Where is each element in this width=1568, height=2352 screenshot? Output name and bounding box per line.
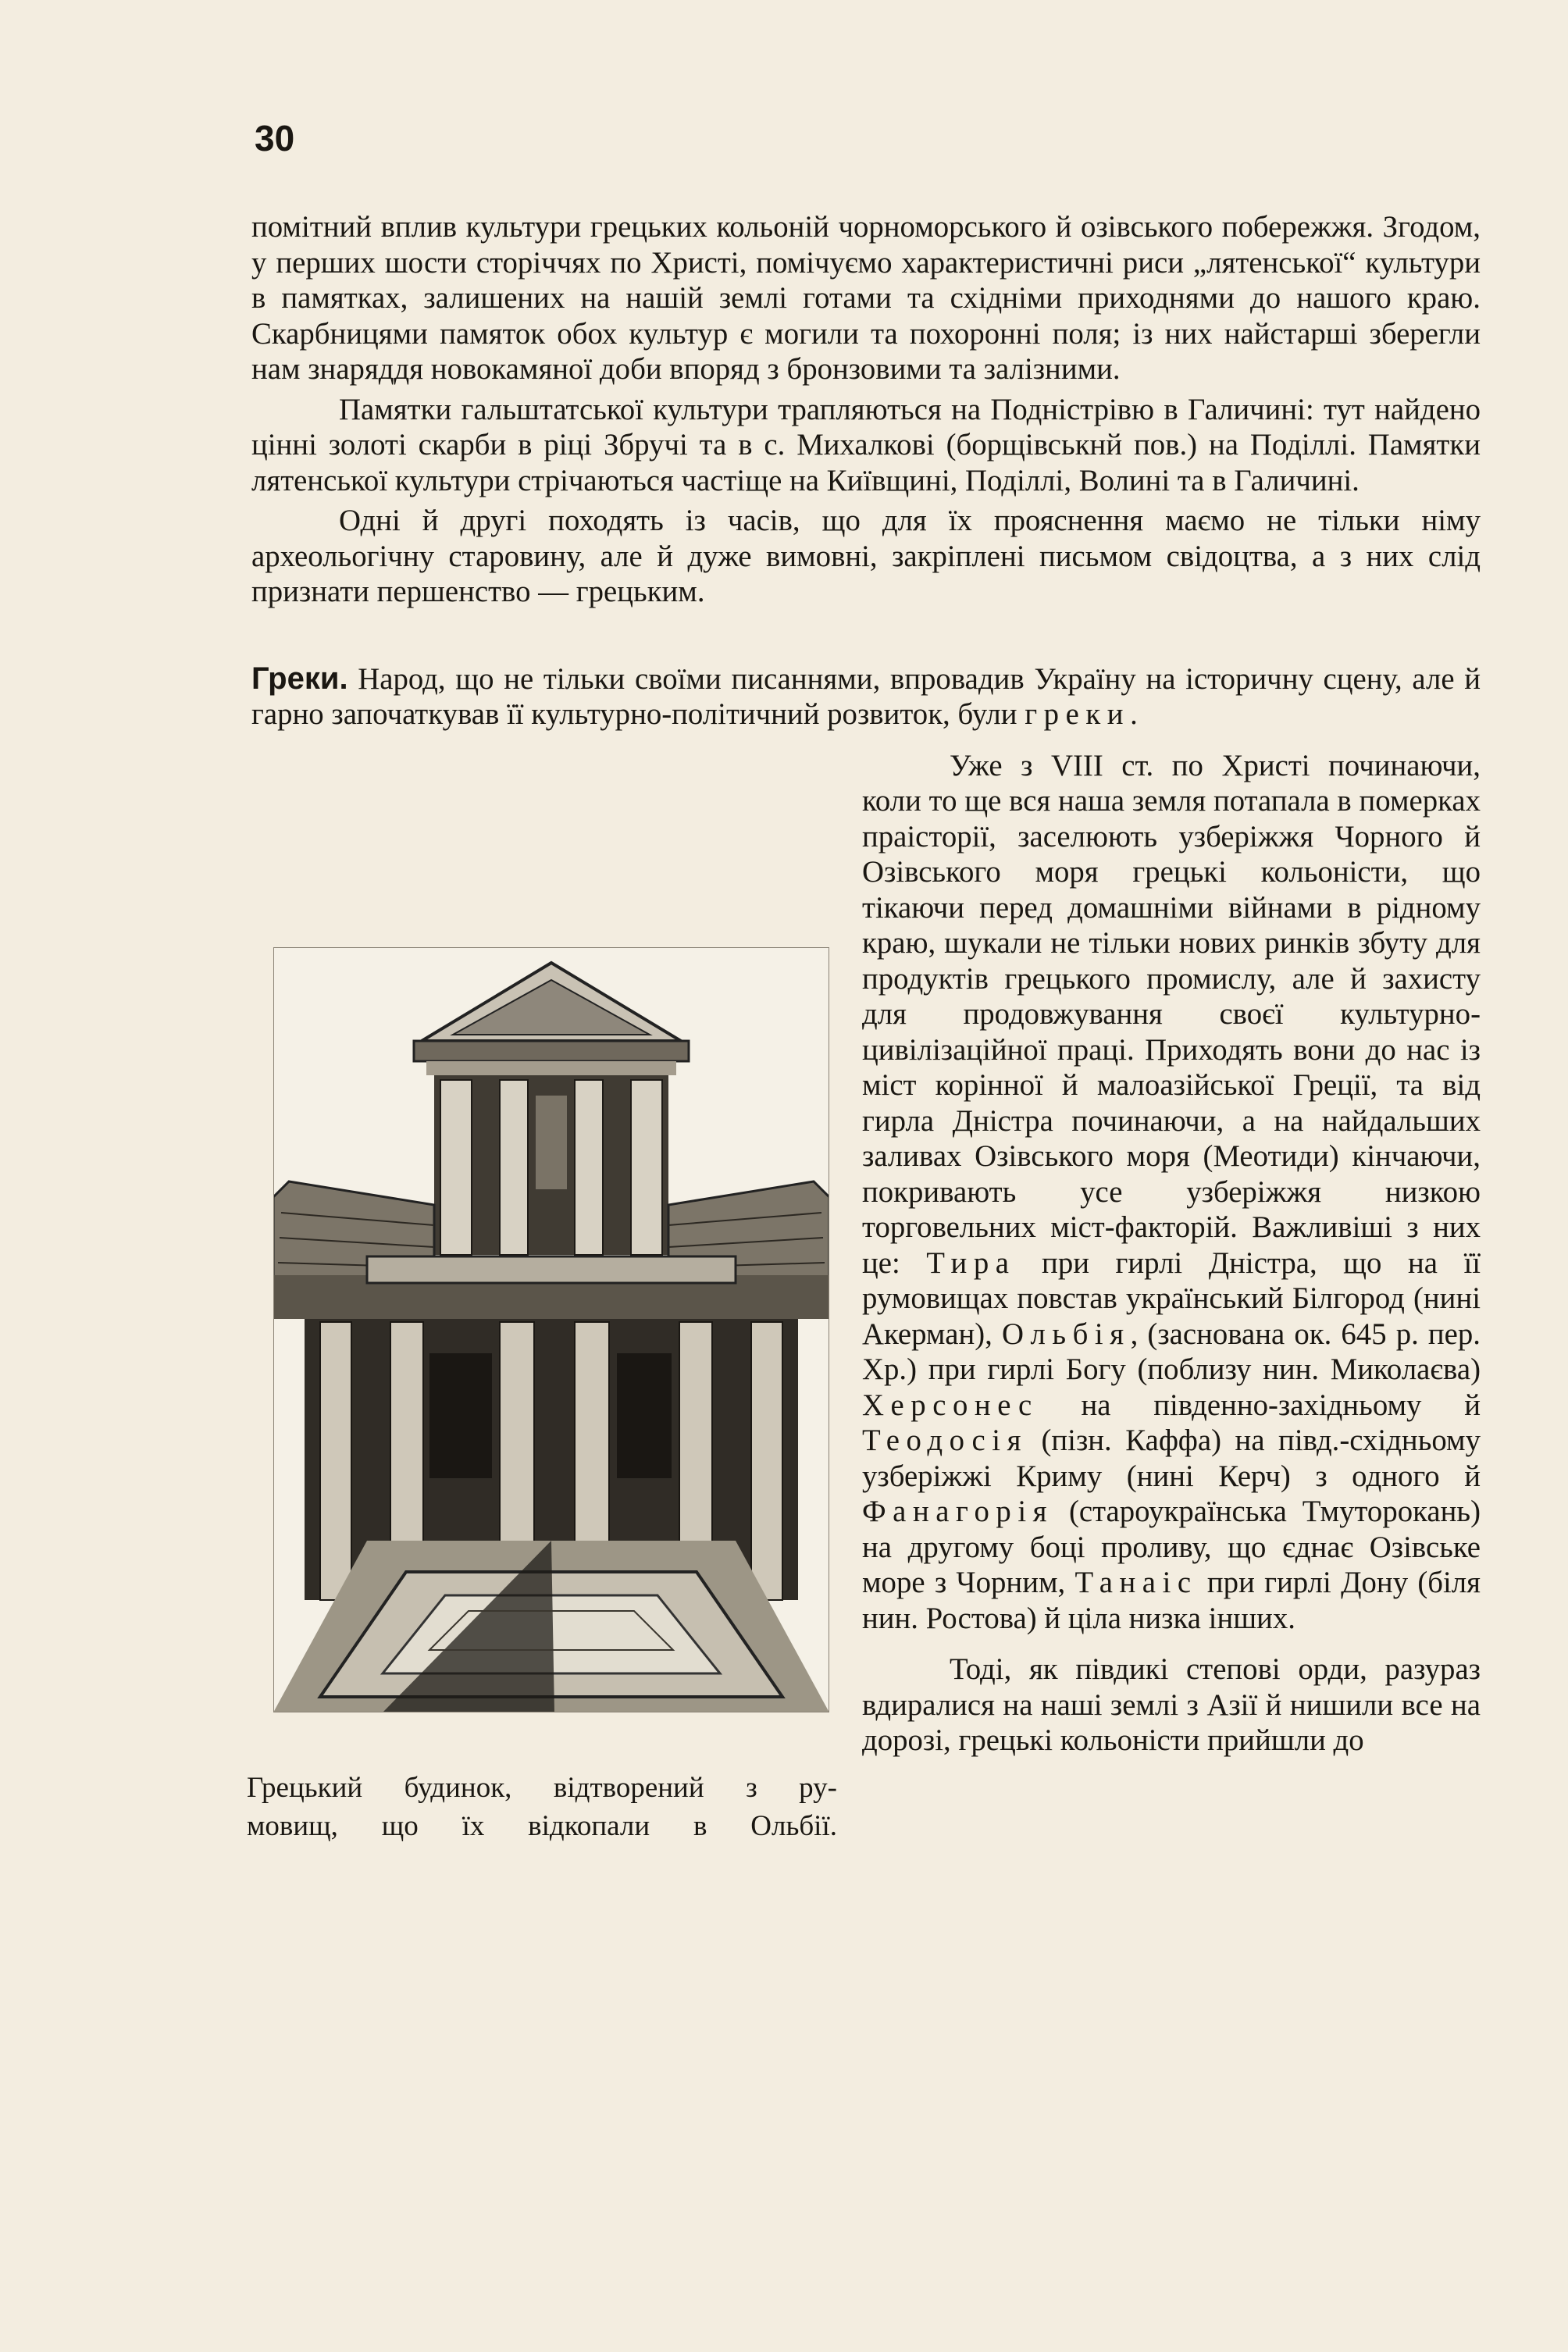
greeks-paragraph-1-end: .: [1130, 697, 1138, 731]
page-number: 30: [255, 118, 295, 159]
caption-line-1: Грецький будинок, відтворений з ру-: [247, 1771, 837, 1804]
city-chersonesus: Херсонес: [862, 1388, 1039, 1422]
figure-caption: [247, 1769, 848, 1845]
greeks-paragraph-2-text-e: (пізн. Каффа) на півд.-східньому узберіжжі Криму (нині Керч) з одного й: [862, 1424, 1481, 1493]
greeks-paragraph-2-text-f: (староукраїнська Тмуторокань) на другому боці проливу, що єднає Озівське море з Чорним,: [862, 1495, 1481, 1599]
section-heading: Греки.: [251, 661, 348, 696]
greeks-paragraph-2-text-c: , (заснована ок. 645 р. пер. Хр.) при гирлі Богу (поблизу нин. Миколаєва): [862, 1317, 1481, 1386]
greek-house-illustration: [273, 947, 829, 1712]
greeks-paragraph-2-text-a: Уже з VIII ст. по Христі починаючи, коли то ще вся наша земля потапала в померках праісторії, заселюють узберіжжя Чорного й Озівського моря грецькі кольоністи, що тікаючи перед домашніми війнами в рідному краю, шукали не тільки нових ринків збуту для продуктів грецького промислу, але й захисту для продовжування своєї культурно-цивілізаційної праці. Приходять вони до нас із міст корінної й малоазійської Греції, та від гирла Дністра починаючи, а на найдальших заливах Озівського моря (Меотиди) кінчаючи, покривають усе узберіжжя низкою торговельних міст-факторій. Важливіші з них це:: [862, 748, 1481, 1280]
greek-house-figure: [247, 732, 848, 1845]
greeks-paragraph-1: [251, 661, 1481, 732]
city-olbia: Ольбія: [1001, 1317, 1131, 1351]
emphasis-greeks: греки: [1025, 697, 1131, 731]
intro-paragraph-3: Одні й другі походять із часів, що для їх прояснення маємо не тільки німу археольогічну старовину, але й дуже вимовні, закріплені письмом свідоцтва, а з них слід признати першенство — грецьким.: [251, 504, 1481, 608]
caption-line-2: мовищ, що їх відкопали в Ольбії.: [247, 1809, 837, 1842]
intro-paragraph-1: помітний вплив культури грецьких кольоній чорноморського й озівського побережжя. Згодом, у перших шости сторіччях по Христі, помічуємо характеристичні риси „лятенської“ культури в памятках, залишених на нашій землі готами та східніми приходнями до нашого краю. Скарбницями памяток обох культур є могили та похоронні поля; із них найстарші зберегли нам знаряддя новокамяної доби впоряд з бронзовими та залізними.: [251, 210, 1481, 386]
greeks-paragraph-2-text-g: при гирлі Дону (біля нин. Ростова) й ціла низка інших.: [862, 1566, 1481, 1635]
city-tyra: Тира: [926, 1245, 1016, 1280]
greeks-paragraph-2-text-b: при гирлі Дністра, що на її румовищах повстав український Білгород (нині Акерман),: [862, 1245, 1481, 1351]
greeks-paragraph-2-text-d: на південно-західньому й: [1038, 1388, 1481, 1422]
greeks-paragraph-1-text: Народ, що не тільки своїми писаннями, впровадив Україну на історичну сцену, але й гарно започаткував її культурно-політичний розвиток, були: [251, 661, 1481, 731]
greeks-paragraph-3: Тоді, як півдикі степові орди, разураз вдиралися на наші землі з Азії й нишили все на дорозі, грецькі кольоністи прийшли до: [862, 1652, 1481, 1757]
text-column: [247, 209, 1481, 1845]
city-phanagoria: Фанагорія: [862, 1495, 1054, 1528]
intro-paragraph-2: Памятки гальштатської культури трапляються на Подністрівю в Галичині: тут найдено цінні золоті скарби в ріці Збручі та в с. Михалкові (борщівськнй пов.) на Поділлі. Памятки лятенської культури стрічаються частіще на Київщині, Поділлі, Волині та в Галичині.: [251, 392, 1481, 497]
city-theodosia: Теодосія: [862, 1424, 1028, 1457]
city-tanais: Танаіс: [1074, 1566, 1198, 1599]
